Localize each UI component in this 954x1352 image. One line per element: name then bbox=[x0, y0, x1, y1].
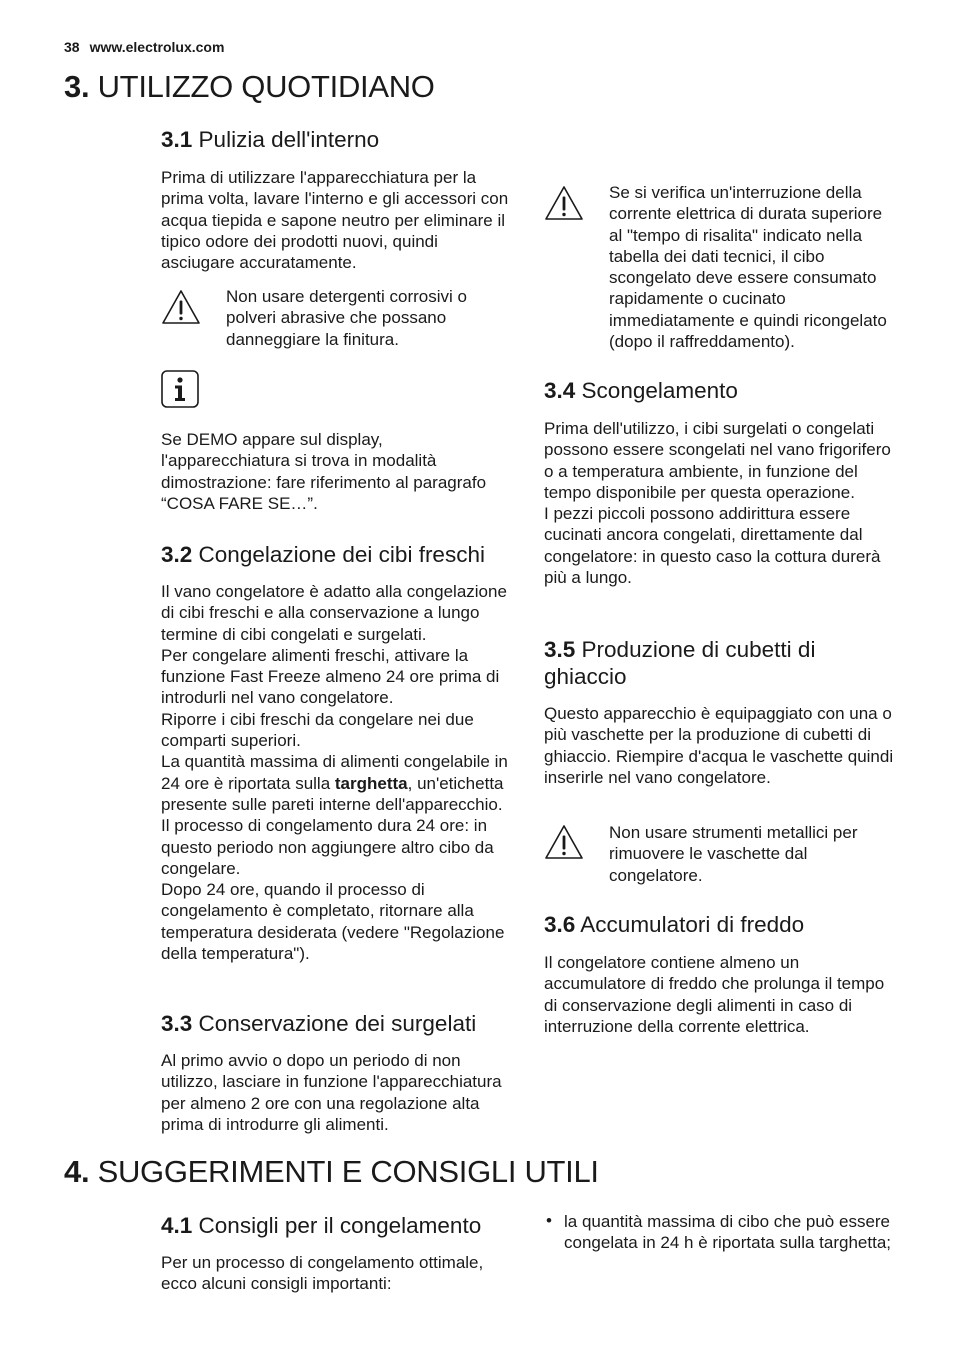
site-url: www.electrolux.com bbox=[89, 39, 225, 55]
subsection-number: 3.4 bbox=[544, 378, 576, 403]
paragraphs-3-2 bbox=[161, 581, 513, 964]
subsection-title-text: Consigli per il congelamento bbox=[198, 1213, 482, 1238]
page-number: 38 bbox=[64, 39, 80, 55]
subsection-3-6-title bbox=[544, 911, 896, 938]
text-run: , un'etichetta presente sulle pareti interne dell'apparecchio. bbox=[161, 773, 504, 814]
paragraph-3-1-intro: Prima di utilizzare l'apparecchiatura per la prima volta, lavare l'interno e gli accessori con acqua tiepida e sapone neutro per eliminare il tipico odore dei prodotti nuovi, quindi asciugare accuratamente. bbox=[161, 168, 509, 273]
section-title-text: SUGGERIMENTI E CONSIGLI UTILI bbox=[97, 1154, 599, 1189]
subsection-number: 3.5 bbox=[544, 637, 576, 662]
warning-icon bbox=[161, 288, 201, 326]
paragraphs-3-4 bbox=[544, 418, 896, 588]
warning-3-3: Se si verifica un'interruzione della corrente elettrica di durata superiore al "tempo di risalita" indicato nella tabella dei dati tecnici, il cibo scongelato deve essere consumato rapidamente o cucinato immediatamente e quindi ricongelato (dopo il raffreddamento). bbox=[609, 183, 887, 352]
paragraph: Per congelare alimenti freschi, attivare la funzione Fast Freeze almeno 24 ore prima di introdurli nel vano congelatore. bbox=[161, 645, 500, 708]
subsection-title-text: Conservazione dei surgelati bbox=[198, 1011, 477, 1036]
section-number: 4. bbox=[64, 1154, 90, 1189]
warning-icon bbox=[544, 184, 584, 222]
text-run: La quantità massima di alimenti congelabile in 24 ore è riportata sulla bbox=[161, 752, 508, 793]
paragraph: Il processo di congelamento dura 24 ore: in questo periodo non aggiungere altro cibo da congelare. bbox=[161, 816, 494, 878]
warning-3-1: Non usare detergenti corrosivi o polveri abrasive che possano danneggiare la finitura. bbox=[226, 287, 467, 349]
subsection-number: 3.3 bbox=[161, 1011, 193, 1036]
page-header bbox=[64, 39, 224, 55]
section-3-title bbox=[64, 69, 435, 105]
subsection-title-text: Scongelamento bbox=[581, 378, 738, 403]
subsection-title-text: Congelazione dei cibi freschi bbox=[198, 542, 485, 567]
paragraph: Riporre i cibi freschi da congelare nei due comparti superiori. bbox=[161, 709, 474, 751]
info-icon bbox=[161, 370, 199, 408]
subsection-3-3-title bbox=[161, 1010, 513, 1037]
list-item: la quantità massima di cibo che può essere congelata in 24 h è riportata sulla targhetta; bbox=[564, 1212, 891, 1253]
bold-term: targhetta bbox=[334, 773, 408, 793]
subsection-number: 3.6 bbox=[544, 912, 576, 937]
section-title-text: UTILIZZO QUOTIDIANO bbox=[97, 69, 435, 104]
paragraph: Il vano congelatore è adatto alla congelazione di cibi freschi e alla conservazione a lungo termine di cibi congelati e surgelati. bbox=[161, 582, 507, 644]
subsection-title-text: Pulizia dell'interno bbox=[198, 127, 380, 152]
subsection-4-1-title bbox=[161, 1212, 513, 1239]
warning-3-5: Non usare strumenti metallici per rimuovere le vaschette dal congelatore. bbox=[609, 823, 858, 885]
paragraph-3-6: Il congelatore contiene almeno un accumulatore di freddo che prolunga il tempo di conservazione degli alimenti in caso di interruzione della corrente elettrica. bbox=[544, 953, 885, 1036]
paragraph: Dopo 24 ore, quando il processo di congelamento è completato, ritornare alla temperatura desiderata (vedere "Regolazione della temperatura"). bbox=[161, 880, 505, 964]
paragraph: I pezzi piccoli possono addirittura essere cucinati ancora congelati, direttamente dal congelatore: in questo caso la cottura durerà più a lungo. bbox=[544, 504, 881, 588]
paragraph: Prima dell'utilizzo, i cibi surgelati o congelati possono essere scongelati nel vano frigorifero o a temperatura ambiente, in funzione del tempo disponibile per questa operazione. bbox=[544, 419, 891, 502]
paragraph bbox=[161, 751, 513, 815]
subsection-title-text: Produzione di cubetti di ghiaccio bbox=[544, 637, 816, 689]
subsection-number: 3.1 bbox=[161, 127, 193, 152]
bullet-mark: • bbox=[546, 1211, 552, 1230]
section-number: 3. bbox=[64, 69, 90, 104]
paragraph-3-3: Al primo avvio o dopo un periodo di non utilizzo, lasciare in funzione l'apparecchiatura per almeno 2 ore con una regolazione alta prima di introdurre gli alimenti. bbox=[161, 1051, 502, 1134]
subsection-3-2-title bbox=[161, 541, 513, 568]
info-3-1: Se DEMO appare sul display, l'apparecchiatura si trova in modalità dimostrazione: fare riferimento al paragrafo “COSA FARE SE…”. bbox=[161, 430, 487, 513]
subsection-3-1-title bbox=[161, 126, 513, 153]
subsection-title-text: Accumulatori di freddo bbox=[580, 912, 805, 937]
subsection-number: 3.2 bbox=[161, 542, 193, 567]
subsection-3-4-title bbox=[544, 377, 896, 404]
subsection-number: 4.1 bbox=[161, 1213, 193, 1238]
paragraph-3-5: Questo apparecchio è equipaggiato con una o più vaschette per la produzione di cubetti di ghiaccio. Riempire d'acqua le vaschette quindi inserirle nel vano congelatore. bbox=[544, 704, 894, 787]
warning-icon bbox=[544, 823, 584, 861]
subsection-3-5-title bbox=[544, 636, 896, 690]
paragraph-4-1: Per un processo di congelamento ottimale, ecco alcuni consigli importanti: bbox=[161, 1253, 484, 1294]
section-4-title bbox=[64, 1154, 599, 1190]
